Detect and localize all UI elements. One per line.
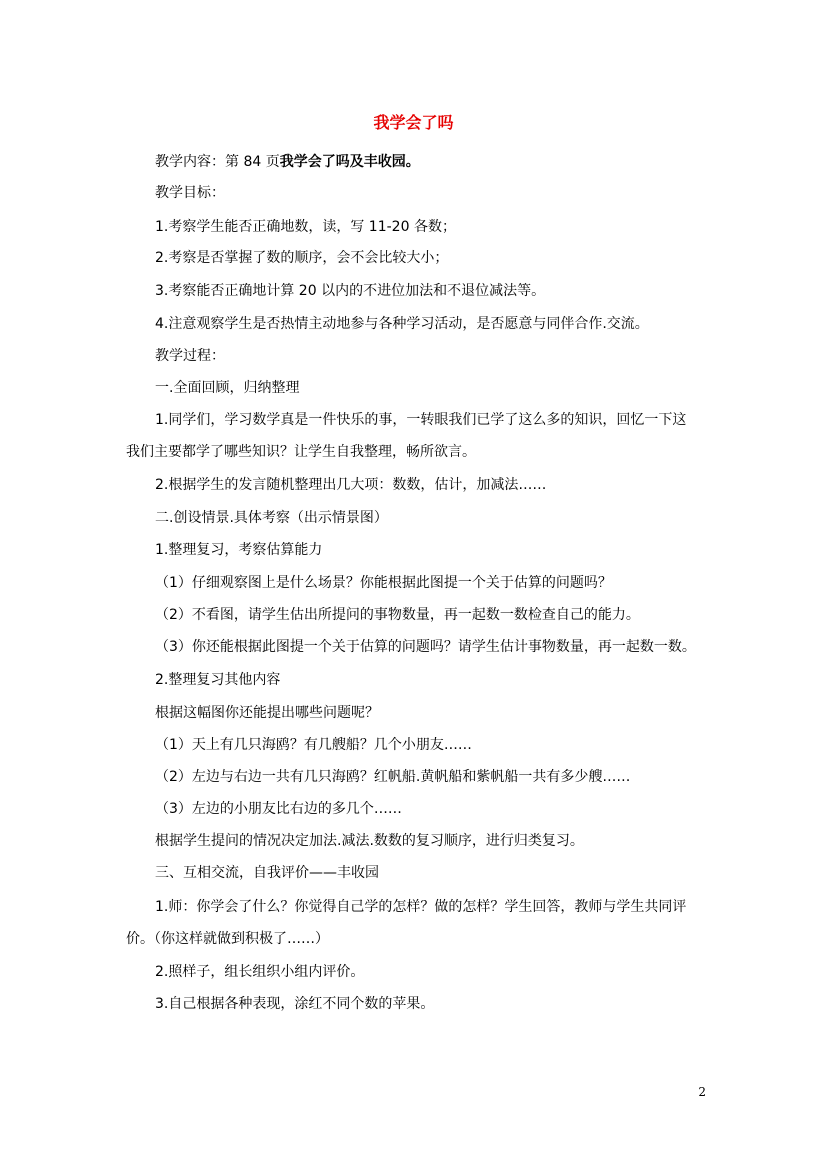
- text-line: （1）天上有几只海鸥？有几艘船？几个小朋友……: [155, 737, 472, 753]
- teaching-content-prefix: 教学内容：第 84 页: [155, 154, 280, 170]
- text-line: 1.师：你学会了什么？你觉得自己学的怎样？做的怎样？学生回答，教师与学生共同评: [155, 899, 687, 915]
- text-line: 2.照样子，组长组织小组内评价。: [155, 964, 365, 980]
- text-line: 1.考察学生能否正确地数，读，写 11-20 各数；: [155, 219, 456, 235]
- page-number: 2: [698, 1085, 706, 1099]
- text-line: 1.同学们，学习数学真是一件快乐的事，一转眼我们已学了这么多的知识，回忆一下这: [155, 412, 687, 428]
- text-line: 我们主要都学了哪些知识？让学生自我整理，畅所欲言。: [126, 444, 476, 460]
- text-line: 一.全面回顾，归纳整理: [155, 380, 300, 396]
- text-line: （1）仔细观察图上是什么场景？你能根据此图提一个关于估算的问题吗？: [155, 575, 612, 591]
- text-line: 4.注意观察学生是否热情主动地参与各种学习活动，是否愿意与同伴合作.交流。: [155, 316, 649, 332]
- text-line: 教学过程：: [155, 348, 225, 364]
- text-line: 3.自己根据各种表现，涂红不同个数的苹果。: [155, 996, 435, 1012]
- text-line: 1.整理复习，考察估算能力: [155, 542, 323, 558]
- text-line: （3）你还能根据此图提一个关于估算的问题吗？请学生估计事物数量，再一起数一数。: [155, 639, 696, 655]
- text-line: （3）左边的小朋友比右边的多几个……: [155, 801, 402, 817]
- teaching-content-bold: 我学会了吗及丰收园。: [279, 154, 420, 170]
- text-line: （2）左边与右边一共有几只海鸥？红帆船.黄帆船和紫帆船一共有多少艘……: [155, 769, 631, 785]
- text-line: 2.考察是否掌握了数的顺序，会不会比较大小；: [155, 250, 449, 266]
- text-line: 价。（你这样就做到积极了……）: [126, 931, 329, 947]
- text-line: 3.考察能否正确地计算 20 以内的不进位加法和不退位减法等。: [155, 283, 546, 299]
- text-line: （2）不看图，请学生估出所提问的事物数量，再一起数一数检查自己的能力。: [155, 607, 640, 623]
- teaching-content-line: [155, 151, 735, 173]
- document-title: 我学会了吗: [373, 113, 454, 132]
- text-line: 根据学生提问的情况决定加法.减法.数数的复习顺序，进行归类复习。: [155, 833, 584, 849]
- text-line: 三、互相交流，自我评价——丰收园: [155, 865, 379, 881]
- text-line: 根据这幅图你还能提出哪些问题呢？: [155, 705, 379, 721]
- text-line: 教学目标：: [155, 185, 225, 201]
- text-line: 2.根据学生的发言随机整理出几大项：数数，估计，加减法……: [155, 477, 547, 493]
- text-line: 二.创设情景.具体考察（出示情景图）: [155, 510, 388, 526]
- text-line: 2.整理复习其他内容: [155, 672, 281, 688]
